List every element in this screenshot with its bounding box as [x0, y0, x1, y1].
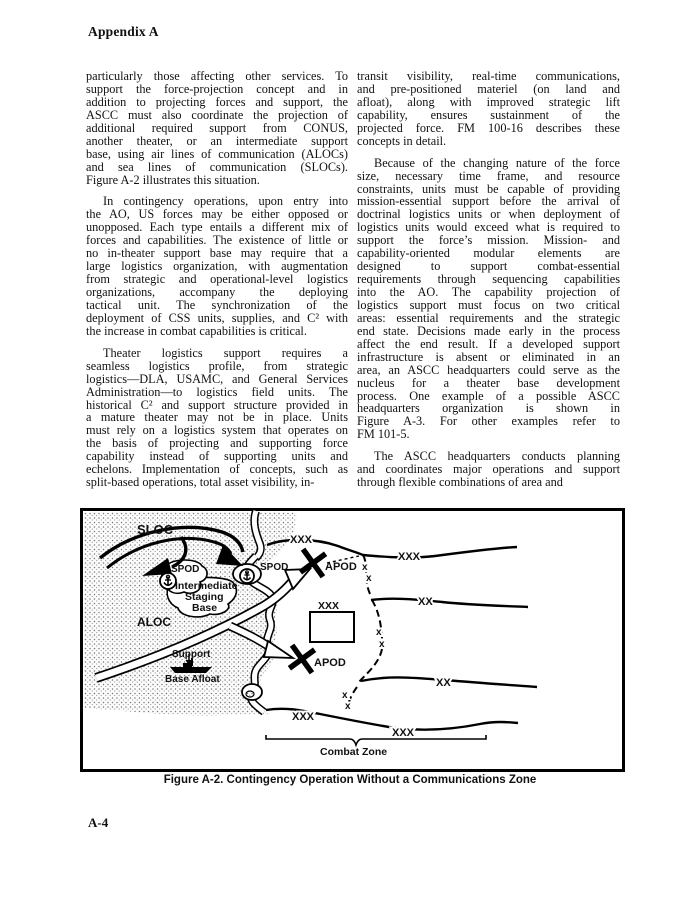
text-line: deployment of CSS units, supplies, and C² with: [86, 310, 348, 325]
text-line: through flexible combinations of area and: [357, 475, 563, 490]
boundary-xxx-4: XXX: [392, 727, 415, 739]
text-line: afloat), along with improved strategic lift: [357, 94, 620, 109]
text-line: The ASCC headquarters conducts planning: [374, 449, 620, 464]
text-line: logistics support must focus on two critical: [357, 297, 620, 312]
text-line: affect the end result. If a developed support: [357, 336, 620, 351]
text-line: the AO, US forces may be either opposed or: [86, 207, 348, 222]
text-line: projected force. FM 100-16 describes these: [357, 120, 620, 135]
text-line: the increase in combat capabilities is critical.: [86, 323, 307, 338]
text-line: requirements through sequencing capabilities: [357, 272, 620, 287]
text-line: support the force-projection concept and in: [86, 81, 348, 96]
text-line: echelons. Implementation of concepts, such as: [86, 462, 348, 477]
boundary-xx-2: XX: [436, 677, 451, 689]
paragraph: [86, 195, 348, 337]
text-line: areas: essential requirements and the strategic: [357, 310, 620, 325]
text-line: mission-essential support before the arrival of: [357, 194, 620, 209]
boundary-xx-1: XX: [418, 596, 433, 608]
text-line: forces and capabilities. The existence of little or: [86, 233, 348, 248]
corps-symbol-label: XXX: [318, 600, 340, 612]
page-header: Appendix A: [88, 24, 159, 39]
boundary-xxx-3: XXX: [292, 711, 315, 723]
text-line: capability, ensures sustainment of the: [357, 107, 620, 122]
paragraph: [86, 347, 348, 489]
isb-label-line2: Staging: [185, 591, 224, 603]
support-label: Support: [172, 649, 211, 660]
text-line: size, necessary time frame, and resource: [357, 168, 620, 183]
text-line: designed to support combat-essential: [357, 259, 620, 274]
apod-south-label: APOD: [314, 657, 346, 669]
text-line: capability instead of supporting units and: [86, 449, 348, 464]
apod-north-label: APOD: [325, 561, 357, 573]
text-line: transit visibility, real-time communications,: [357, 69, 620, 83]
text-line: logistics—DLA, USAMC, and General Services: [86, 371, 348, 386]
text-line: ASCC must also coordinate the projection of: [86, 107, 348, 122]
text-line: infrastructure is absent or eliminated in an: [357, 349, 620, 364]
text-line: headquarters organization is shown in: [357, 401, 620, 416]
text-line: concepts in detail.: [357, 133, 447, 148]
text-line: area, an ASCC headquarters could serve as the: [357, 362, 620, 377]
text-line: FM 101-5.: [357, 427, 410, 442]
spod-east-label: SPOD: [260, 562, 289, 573]
text-line: doctrinal logistics units or when deployment of: [357, 207, 620, 222]
text-line: from strategic and operational-level logistics: [86, 272, 348, 287]
text-line: particularly those affecting other services. To: [86, 69, 348, 83]
boundary-x-tick: x: [342, 690, 348, 701]
paragraph: [86, 70, 348, 186]
boundary-x-tick: x: [379, 639, 385, 650]
text-line: nucleus for a theater base development: [357, 375, 620, 390]
spod-west-label: SPOD: [171, 564, 200, 575]
text-line: additional required support from CONUS,: [86, 120, 348, 135]
corps-unit-symbol: [310, 612, 354, 642]
paragraph: [357, 157, 620, 442]
text-line: seamless logistics profile, from strategic: [86, 358, 348, 373]
column-right: [357, 70, 620, 489]
figure-a2-map: [80, 508, 625, 772]
text-line: and sea lines of communication (SLOCs).: [86, 159, 348, 174]
text-line: organizations, accompany the deploying: [86, 285, 348, 299]
spod-east-anchor-icon: [240, 569, 254, 583]
text-line: tactical unit. The synchronization of the: [86, 297, 348, 312]
aloc-label: ALOC: [137, 615, 171, 629]
page-number: A-4: [88, 815, 109, 830]
text-line: end state. Decisions made early in the process: [357, 323, 620, 338]
text-line: capability-oriented modular elements are: [357, 246, 620, 261]
text-line: and pre-positioned materiel (on land and: [357, 81, 620, 96]
text-line: logistics units would exceed what is required to: [357, 220, 620, 235]
text-line: must rely on a logistics system that operates on: [86, 423, 348, 438]
text-line: Figure A-3. For other examples refer to: [357, 414, 620, 429]
boundary-xxx-2: XXX: [398, 551, 421, 563]
boundary-x-tick: x: [362, 562, 368, 573]
text-line: historical C² and support structure provided in: [86, 397, 348, 412]
column-left: [86, 70, 348, 489]
isb-label-line3: Base: [192, 602, 218, 614]
paragraph: [357, 70, 620, 148]
spod-west-anchor-icon: [160, 573, 176, 589]
text-line: a mature theater may not be in place. Units: [86, 410, 348, 425]
text-line: no in-theater support base may require that a: [86, 246, 348, 261]
text-line: base, using air lines of communication (ALOCs): [86, 146, 348, 161]
isb-label-line1: Intermediate: [175, 580, 238, 592]
text-line: large logistics organization, with augmentation: [86, 259, 348, 274]
boundary-x-tick: x: [366, 573, 372, 584]
combat-zone-label: Combat Zone: [320, 746, 388, 758]
text-line: unopposed. Each type entails a different mix of: [86, 220, 348, 235]
text-line: Figure A-2 illustrates this situation.: [86, 172, 260, 187]
text-line: split-based operations, total asset visibility, in-: [86, 475, 315, 490]
body-text: [86, 70, 620, 489]
text-line: and coordinates major operations and support: [357, 462, 620, 477]
text-line: into the AO. The capability projection of: [357, 285, 620, 299]
text-line: Administration—to logistics field units. The: [86, 384, 348, 399]
sloc-label: SLOC: [137, 522, 174, 537]
text-line: addition to projecting forces and support, the: [86, 94, 348, 109]
boundary-x-tick: x: [345, 701, 351, 712]
text-line: constraints, units must be capable of providing: [357, 181, 620, 196]
text-line: another theater, or an intermediate support: [86, 133, 348, 148]
text-line: the basis of projecting and supporting force: [86, 436, 348, 451]
text-line: process. One example of a possible ASCC: [357, 388, 620, 403]
text-line: Theater logistics support requires a: [103, 345, 348, 360]
text-line: Because of the changing nature of the force: [374, 155, 620, 170]
boundary-xxx-1: XXX: [290, 534, 313, 546]
figure-a2: [80, 508, 625, 772]
figure-caption: Figure A-2. Contingency Operation Without a Communications Zone: [163, 774, 537, 786]
text-line: support the force’s mission. Mission- and: [357, 233, 620, 248]
text-line: In contingency operations, upon entry into: [103, 194, 348, 209]
base-afloat-label: Base Afloat: [165, 674, 220, 685]
paragraph: [357, 450, 620, 489]
boundary-x-tick: x: [376, 627, 382, 638]
